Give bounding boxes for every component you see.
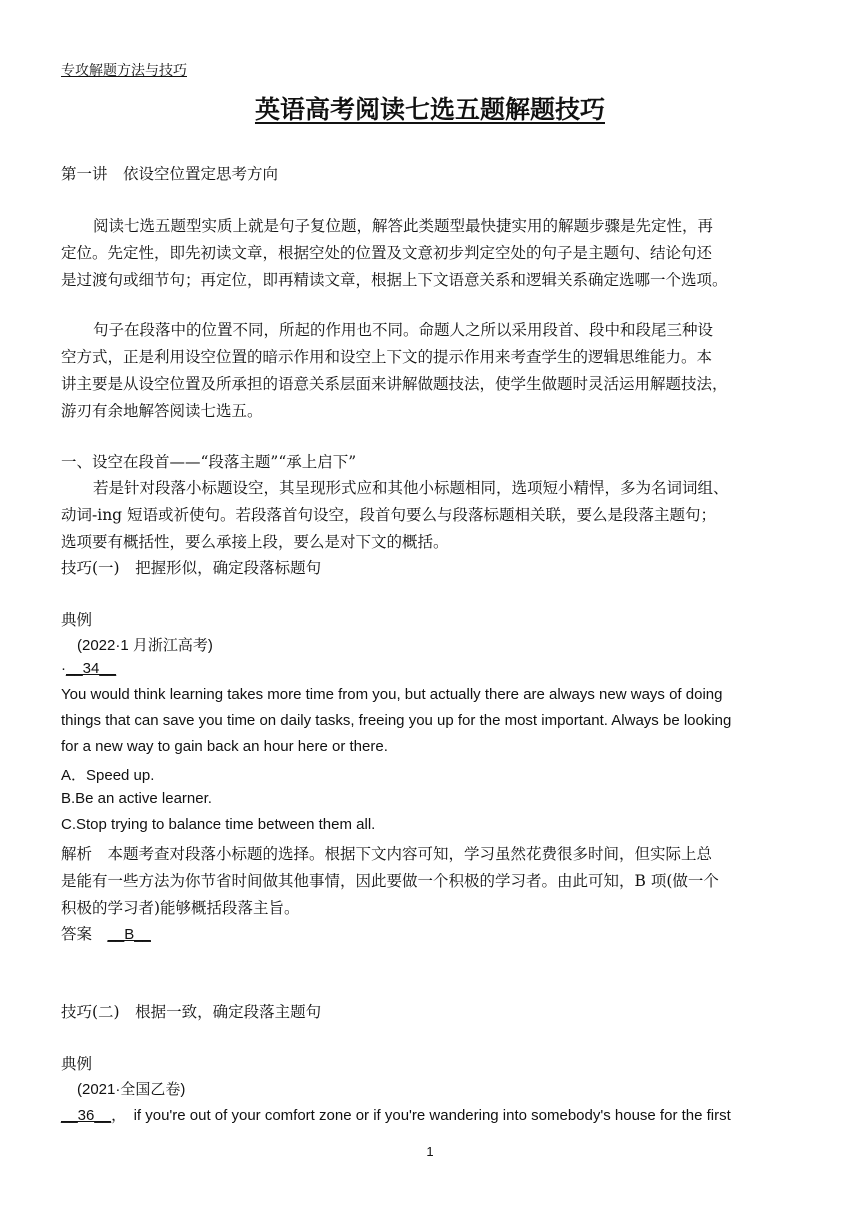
example2-passage-text: ， if you're out of your comfort zone or if you're wandering into somebody's house for the first [111,1107,731,1124]
tip2-heading: 技巧(二) 根据一致，确定段落主题句 [61,1003,322,1021]
para2-line1: 句子在段落中的位置不同，所起的作用也不同。命题人之所以采用段首、段中和段尾三种设 [93,321,714,339]
example1-blank-line [61,660,116,677]
para2-line2: 空方式，正是利用设空位置的暗示作用和设空上下文的提示作用来考查学生的逻辑思维能力。本 [61,348,713,366]
tip1-heading: 技巧(一) 把握形似，确定段落标题句 [61,559,322,577]
example1-answer-line [61,922,151,944]
section1-body-line1: 若是针对段落小标题设空，其呈现形式应和其他小标题相同，选项短小精悍，多为名词词组、 [93,479,729,497]
section1-body-line3: 选项要有概括性，要么承接上段，要么是对下文的概括。 [61,533,449,551]
example1-option-b: B.Be an active learner. [61,790,212,807]
example1-option-a: A．Speed up. [61,767,155,784]
para1-line3: 是过渡句或细节句；再定位，即再精读文章，根据上下文语意关系和逻辑关系确定选哪一个选项。 [61,271,728,289]
example1-option-c: C.Stop trying to balance time between them all. [61,816,376,833]
para2-line4: 游刃有余地解答阅读七选五。 [61,402,263,420]
example2-source: (2021·全国乙卷) [77,1081,186,1098]
para1-line2: 定位。先定性，即先初读文章，根据空处的位置及文意初步判定空处的句子是主题句、结论句还 [61,244,713,262]
para1-line1: 阅读七选五题型实质上就是句子复位题，解答此类题型最快捷实用的解题步骤是先定性，再 [93,217,714,235]
document-title: 英语高考阅读七选五题解题技巧 [254,95,605,124]
section1-body-line2: 动词-ing 短语或祈使句。若段落首句设空，段首句要么与段落标题相关联，要么是段落主题句； [61,506,717,524]
example1-passage-line2: things that can save you time on daily tasks, freeing you up for the most important. Always be looking [61,712,732,729]
example1-label: 典例 [61,611,93,629]
example1-answer-label: 答案 [61,925,108,943]
example1-passage-line1: You would think learning takes more time from you, but actually there are always new ways of doing [61,686,723,703]
example1-blank: __34__ [66,660,117,677]
example1-source: (2022·1 月浙江高考) [77,637,213,654]
section1-heading: 一、设空在段首——“段落主题”“承上启下” [61,453,357,471]
example2-blank: __36__ [61,1107,112,1124]
example2-passage-line1 [61,1104,731,1125]
example1-analysis-line2: 是能有一些方法为你节省时间做其他事情，因此要做一个积极的学习者。由此可知，B 项(做一个 [61,872,719,890]
example1-passage-line3: for a new way to gain back an hour here or there. [61,738,388,755]
page-number: 1 [426,1144,434,1159]
lecture-heading: 第一讲 依设空位置定思考方向 [61,165,279,183]
example1-analysis-line3: 积极的学习者)能够概括段落主旨。 [61,899,300,917]
para2-line3: 讲主要是从设空位置及所承担的语意关系层面来讲解做题技法，使学生做题时灵活运用解题技法， [61,375,728,393]
example1-blank-prefix: · [61,660,66,677]
example1-answer: __B__ [107,926,151,943]
header-label: 专攻解题方法与技巧 [61,63,187,79]
example1-analysis-line1: 解析 本题考查对段落小标题的选择。根据下文内容可知，学习虽然花费很多时间，但实际上总 [61,845,713,863]
example2-label: 典例 [61,1055,93,1073]
